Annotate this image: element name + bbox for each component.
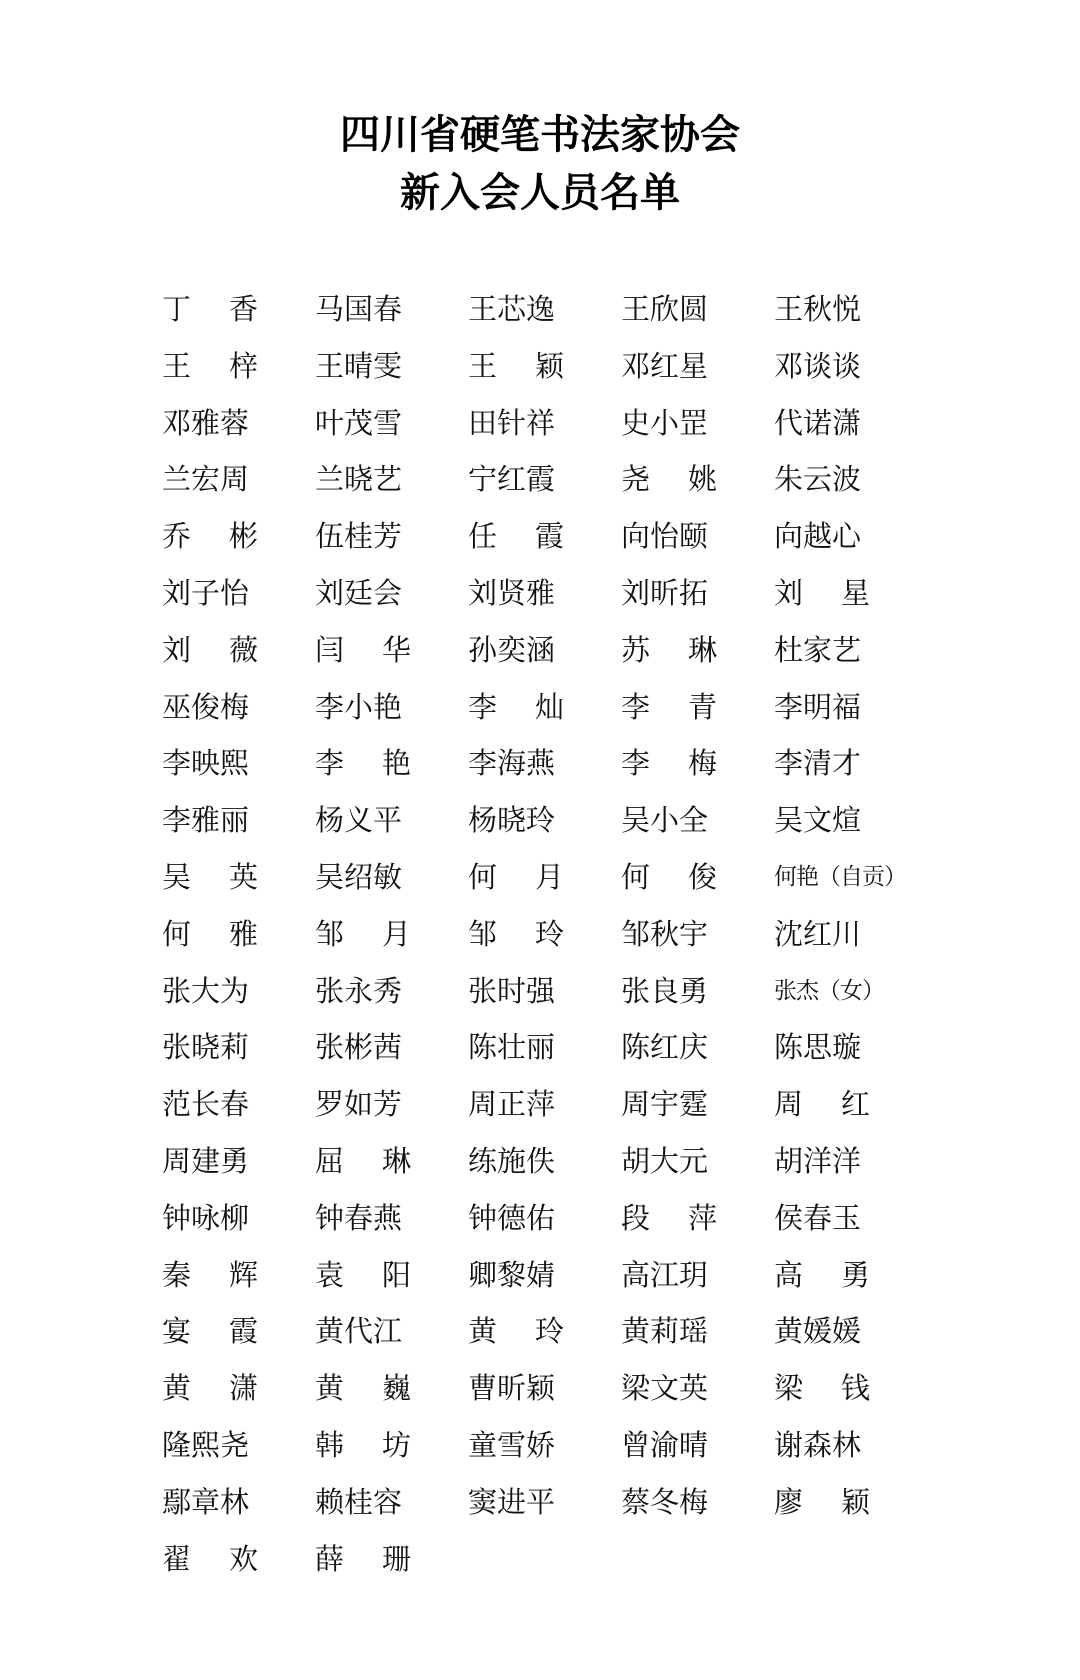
name-character: 霞	[534, 519, 564, 554]
member-name: 周宇霆	[621, 1087, 709, 1122]
name-character: 梁	[774, 1371, 804, 1406]
member-name: 叶茂雪	[315, 405, 403, 440]
member-name: 李雅丽	[162, 803, 250, 838]
member-name: 侯春玉	[774, 1200, 862, 1235]
member-name: 李海燕	[468, 746, 556, 781]
member-name: 黄媛媛	[774, 1314, 862, 1349]
member-name	[162, 508, 258, 565]
member-name: 陈思璇	[774, 1030, 862, 1065]
member-name	[468, 906, 564, 963]
member-name: 李小艳	[315, 689, 403, 724]
member-name: 曾渝晴	[621, 1427, 709, 1462]
member-name: 曹昕颖	[468, 1371, 556, 1406]
member-name: 邓谈谈	[774, 348, 862, 383]
member-name	[162, 338, 258, 395]
member-name: 兰宏周	[162, 462, 250, 497]
member-name: 向越心	[774, 519, 862, 554]
member-name	[162, 281, 258, 338]
member-name	[621, 622, 717, 679]
name-character: 苏	[621, 632, 651, 667]
member-name: 邓雅蓉	[162, 405, 250, 440]
member-name	[774, 1360, 870, 1417]
name-character: 月	[381, 916, 411, 951]
member-name-list	[162, 281, 942, 1587]
member-name	[315, 1133, 411, 1190]
member-name	[774, 1076, 870, 1133]
name-character: 华	[381, 632, 411, 667]
member-name: 黄莉瑶	[621, 1314, 709, 1349]
name-character: 宴	[162, 1314, 192, 1349]
name-character: 韩	[315, 1427, 345, 1462]
name-character: 李	[621, 689, 651, 724]
member-name	[315, 1531, 411, 1588]
document-title: 四川省硬笔书法家协会	[340, 112, 740, 158]
member-name: 钟春燕	[315, 1200, 403, 1235]
member-name	[621, 679, 717, 736]
name-character: 黄	[315, 1371, 345, 1406]
name-character: 辉	[228, 1257, 258, 1292]
member-name: 周建勇	[162, 1143, 250, 1178]
name-character: 月	[534, 859, 564, 894]
name-character: 钱	[840, 1371, 870, 1406]
document-subtitle: 新入会人员名单	[400, 170, 680, 216]
name-character: 琳	[687, 632, 717, 667]
member-name: 练施佚	[468, 1143, 556, 1178]
member-name: 史小罡	[621, 405, 709, 440]
name-character: 星	[840, 575, 870, 610]
member-name: 朱云波	[774, 462, 862, 497]
name-character: 英	[228, 859, 258, 894]
member-name: 张彬茜	[315, 1030, 403, 1065]
member-name	[162, 849, 258, 906]
member-name: 李明福	[774, 689, 862, 724]
name-character: 彬	[228, 519, 258, 554]
name-character: 俊	[687, 859, 717, 894]
name-character: 丁	[162, 292, 192, 326]
member-name: 杨义平	[315, 803, 403, 838]
member-name: 赖桂容	[315, 1484, 403, 1519]
member-name: 梁文英	[621, 1371, 709, 1406]
name-character: 邹	[315, 916, 345, 951]
member-name: 张大为	[162, 973, 250, 1008]
name-character: 灿	[534, 689, 564, 724]
member-name	[468, 849, 564, 906]
member-name	[468, 508, 564, 565]
name-character: 王	[468, 348, 498, 383]
member-name	[468, 679, 564, 736]
member-name: 李清才	[774, 746, 862, 781]
name-character: 王	[162, 348, 192, 383]
member-name	[621, 849, 717, 906]
name-character: 艳	[381, 746, 411, 781]
name-character: 欢	[228, 1541, 258, 1576]
member-name	[621, 735, 717, 792]
member-name	[162, 622, 258, 679]
member-name	[162, 1531, 258, 1588]
member-name: 胡大元	[621, 1143, 709, 1178]
name-character: 刘	[774, 575, 804, 610]
member-name: 周正萍	[468, 1087, 556, 1122]
member-name: 邓红星	[621, 348, 709, 383]
member-name: 张永秀	[315, 973, 403, 1008]
name-character: 邹	[468, 916, 498, 951]
member-name: 胡洋洋	[774, 1143, 862, 1178]
member-name: 鄢章林	[162, 1484, 250, 1519]
member-name: 窦进平	[468, 1484, 556, 1519]
member-name: 巫俊梅	[162, 689, 250, 724]
member-name	[315, 735, 411, 792]
member-name: 陈壮丽	[468, 1030, 556, 1065]
member-name: 高江玥	[621, 1257, 709, 1292]
name-character: 何	[162, 916, 192, 951]
member-name: 何艳（自贡）	[774, 863, 906, 890]
name-character: 勇	[840, 1257, 870, 1292]
member-name: 沈红川	[774, 916, 862, 951]
member-name: 王欣圆	[621, 292, 709, 326]
member-name: 宁红霞	[468, 462, 556, 497]
member-name	[315, 1247, 411, 1304]
name-character: 李	[315, 746, 345, 781]
name-character: 段	[621, 1200, 651, 1235]
name-character: 李	[468, 689, 498, 724]
member-name: 刘昕拓	[621, 575, 709, 610]
member-name: 童雪娇	[468, 1427, 556, 1462]
member-name	[315, 1417, 411, 1474]
member-name: 谢森林	[774, 1427, 862, 1462]
member-name	[162, 906, 258, 963]
member-name	[468, 338, 564, 395]
member-name	[468, 1303, 564, 1360]
member-name	[774, 1474, 870, 1531]
member-name: 向怡颐	[621, 519, 709, 554]
name-character: 红	[840, 1087, 870, 1122]
member-name	[621, 451, 717, 508]
name-character: 潇	[228, 1371, 258, 1406]
member-name	[774, 1247, 870, 1304]
name-character: 姚	[687, 462, 717, 497]
member-name: 黄代江	[315, 1314, 403, 1349]
name-character: 萍	[687, 1200, 717, 1235]
name-character: 玲	[534, 1314, 564, 1349]
member-name: 张杰（女）	[774, 977, 884, 1004]
member-name: 范长春	[162, 1087, 250, 1122]
member-name: 田针祥	[468, 405, 556, 440]
member-name: 张晓莉	[162, 1030, 250, 1065]
member-name	[162, 1360, 258, 1417]
name-character: 青	[687, 689, 717, 724]
member-name	[315, 622, 411, 679]
name-character: 高	[774, 1257, 804, 1292]
member-name: 刘子怡	[162, 575, 250, 610]
member-name: 马国春	[315, 292, 403, 326]
member-name	[162, 1303, 258, 1360]
member-name: 吴绍敏	[315, 859, 403, 894]
name-character: 珊	[381, 1541, 411, 1576]
member-name	[315, 1360, 411, 1417]
name-character: 颖	[534, 348, 564, 383]
name-character: 廖	[774, 1484, 804, 1519]
member-name: 王芯逸	[468, 292, 556, 326]
name-character: 何	[468, 859, 498, 894]
member-name: 兰晓艺	[315, 462, 403, 497]
name-character: 何	[621, 859, 651, 894]
name-character: 尧	[621, 462, 651, 497]
name-character: 任	[468, 519, 498, 554]
member-name: 李映熙	[162, 746, 250, 781]
member-name: 罗如芳	[315, 1087, 403, 1122]
name-character: 颖	[840, 1484, 870, 1519]
name-character: 阳	[381, 1257, 411, 1292]
member-name: 杨晓玲	[468, 803, 556, 838]
member-name: 吴文煊	[774, 803, 862, 838]
name-character: 秦	[162, 1257, 192, 1292]
name-character: 雅	[228, 916, 258, 951]
member-name: 杜家艺	[774, 632, 862, 667]
name-character: 袁	[315, 1257, 345, 1292]
member-name: 伍桂芳	[315, 519, 403, 554]
name-character: 乔	[162, 519, 192, 554]
name-character: 梅	[687, 746, 717, 781]
name-character: 玲	[534, 916, 564, 951]
member-name: 代诺潇	[774, 405, 862, 440]
member-name: 蔡冬梅	[621, 1484, 709, 1519]
name-character: 屈	[315, 1143, 345, 1178]
name-character: 黄	[162, 1371, 192, 1406]
document-header	[0, 106, 1080, 222]
name-character: 香	[228, 292, 258, 326]
member-name: 卿黎婧	[468, 1257, 556, 1292]
member-name: 孙奕涵	[468, 632, 556, 667]
member-name: 刘廷会	[315, 575, 403, 610]
name-character: 巍	[381, 1371, 411, 1406]
name-character: 琳	[381, 1143, 411, 1178]
name-character: 周	[774, 1087, 804, 1122]
name-character: 刘	[162, 632, 192, 667]
name-character: 梓	[228, 348, 258, 383]
member-name: 邹秋宇	[621, 916, 709, 951]
name-character: 薇	[228, 632, 258, 667]
member-name: 钟德佑	[468, 1200, 556, 1235]
member-name: 王晴雯	[315, 348, 403, 383]
member-name: 陈红庆	[621, 1030, 709, 1065]
name-character: 闫	[315, 632, 345, 667]
name-character: 李	[621, 746, 651, 781]
name-character: 吴	[162, 859, 192, 894]
member-name	[315, 906, 411, 963]
member-name: 王秋悦	[774, 292, 862, 326]
name-character: 翟	[162, 1541, 192, 1576]
name-character: 黄	[468, 1314, 498, 1349]
member-name: 张时强	[468, 973, 556, 1008]
member-name: 张良勇	[621, 973, 709, 1008]
name-character: 霞	[228, 1314, 258, 1349]
member-name	[774, 565, 870, 622]
member-name	[162, 1247, 258, 1304]
member-name: 隆熙尧	[162, 1427, 250, 1462]
member-name: 吴小全	[621, 803, 709, 838]
member-name: 钟咏柳	[162, 1200, 250, 1235]
name-character: 坊	[381, 1427, 411, 1462]
name-character: 薛	[315, 1541, 345, 1576]
member-name	[621, 1190, 717, 1247]
member-name: 刘贤雅	[468, 575, 556, 610]
